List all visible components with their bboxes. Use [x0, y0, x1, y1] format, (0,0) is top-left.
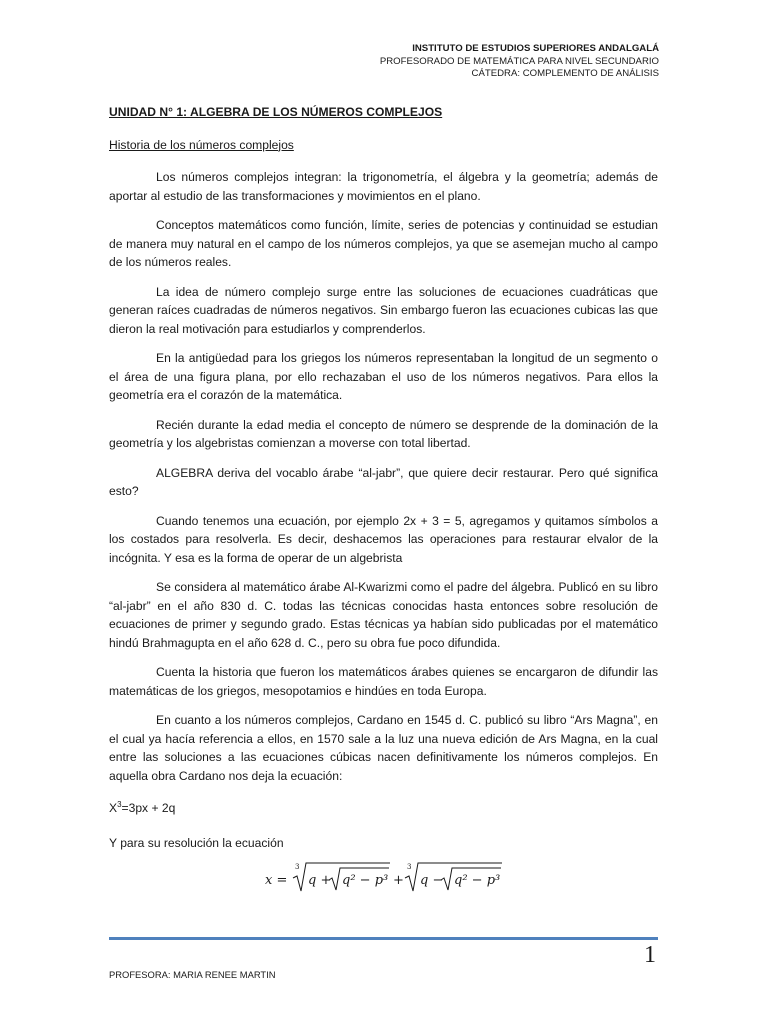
paragraph: Cuenta la historia que fueron los matemáticos árabes quienes se encargaron de difundir las matemáticas de los griegos, mesopotamios e hindúes en toda Europa. — [109, 665, 658, 698]
cardano-equation — [109, 796, 658, 818]
course-name: CÁTEDRA: COMPLEMENTO DE ANÁLISIS — [471, 68, 659, 79]
equation-exponent: 3 — [117, 800, 122, 809]
paragraph: En la antigüedad para los griegos los números representaban la longitud de un segmento o el área de una figura plana, por ello rechazaban el uso de los números negativos. Para ellos la geometría era el corazón de la matemática. — [109, 351, 658, 402]
section-title: Historia de los números complejos — [109, 137, 294, 152]
paragraph: Cuando tenemos una ecuación, por ejemplo 2x + 3 = 5, agregamos y quitamos símbolos a los costados para resolverla. Es decir, deshacemos las operaciones para restaurar elvalor de la incógnita. Y esa es la forma de operar de un algebrista — [109, 513, 658, 565]
paragraph: Conceptos matemáticos como función, límite, series de potencias y continuidad se estudian de manera muy natural en el campo de los números complejos, ya que se asemejan mucho al campo de los números reales. — [109, 218, 658, 269]
root-index: 3 — [406, 863, 411, 872]
paragraph: ALGEBRA deriva del vocablo árabe “al-jabr”, que quiere decir restaurar. Pero qué significa esto? — [109, 465, 658, 498]
paragraph: La idea de número complejo surge entre las soluciones de ecuaciones cuadráticas que generan raíces cuadradas de números negativos. Sin embargo fueron las ecuaciones cubicas las que dieron la real motivación para estudiarlos y comprenderlos. — [109, 284, 658, 336]
formula-inner: q² − p³ — [341, 873, 388, 889]
formula-plus: + — [392, 873, 404, 889]
page-number: 1 — [644, 942, 656, 968]
equation-rest: =3px + 2q — [121, 801, 176, 816]
formula-lhs: x = — [264, 873, 287, 889]
paragraph: Los números complejos integran: la trigonometría, el álgebra y la geometría; además de aportar al estudio de las transformaciones y movimientos en el plano. — [109, 170, 658, 203]
program-name: PROFESORADO DE MATEMÁTICA PARA NIVEL SECUNDARIO — [379, 55, 659, 67]
page-content — [109, 103, 658, 894]
formula-term: q − — [419, 873, 443, 889]
footer-divider — [109, 937, 658, 940]
formula-inner: q² − p³ — [453, 873, 500, 889]
resolution-lead: Y para su resolución la ecuación — [109, 835, 284, 850]
formula-term: q + — [307, 873, 331, 889]
paragraph: Recién durante la edad media el concepto de número se desprende de la dominación de la geometría y los algebristas comienzan a moverse con total libertad. — [109, 417, 658, 450]
root-index: 3 — [294, 863, 299, 872]
teacher-name: PROFESORA: MARIA RENEE MARTIN — [109, 969, 276, 980]
paragraph: Se considera al matemático árabe Al-Kwarizmi como el padre del álgebra. Publicó en su libro “al-jabr” en el año 830 d. C. todas las técnicas conocidas hasta entonces sobre resolución de ecuaciones de primer y segundo grado. Estas técnicas ya habían sido publicadas por el matemático hindú Brahmagupta en el año 628 d. C., pero su obra fue poco difundida. — [109, 580, 658, 650]
cardano-formula — [109, 860, 658, 894]
equation-base: X — [109, 801, 118, 816]
document-header — [380, 43, 659, 81]
institution-name: INSTITUTO DE ESTUDIOS SUPERIORES ANDALGALÁ — [412, 43, 659, 54]
unit-title: UNIDAD N° 1: ALGEBRA DE LOS NÚMEROS COMPLEJOS — [109, 105, 443, 119]
paragraph: En cuanto a los números complejos, Cardano en 1545 d. C. publicó su libro “Ars Magna”, en el cual ya hacía referencia a ellos, en 1570 sale a la luz una nueva edición de Ars Magna, en la cual entre las soluciones a las ecuaciones cúbicas nacen definitivamente los números complejos. En aquella obra Cardano nos deja la ecuación: — [109, 713, 658, 783]
